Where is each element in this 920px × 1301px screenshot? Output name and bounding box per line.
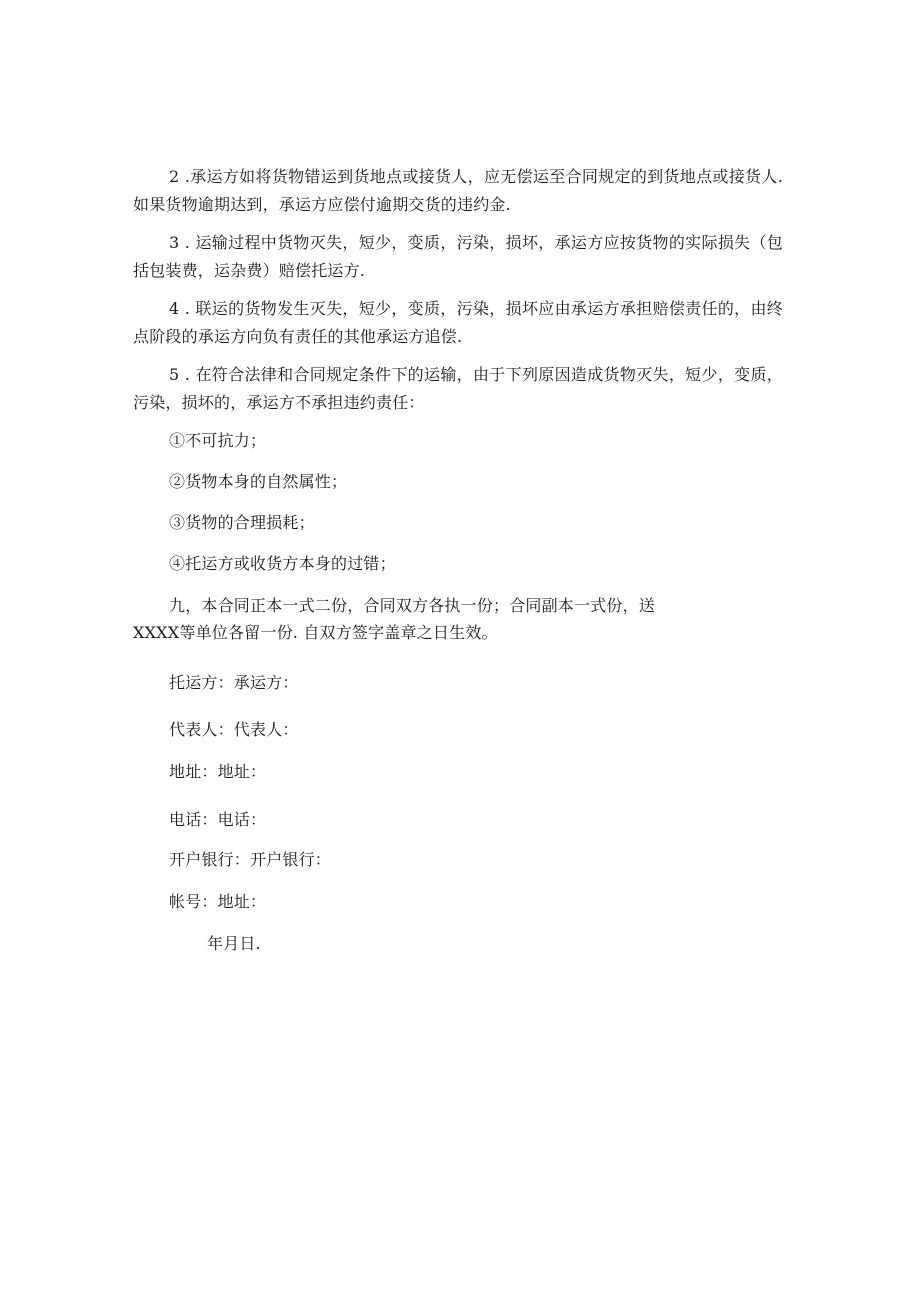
exemption-item-2: ②货物本身的自然属性； — [169, 472, 348, 491]
signature-account: 帐号：地址： — [169, 892, 267, 911]
signature-address: 地址：地址： — [169, 762, 267, 781]
exemption-item-1: ①不可抗力； — [169, 431, 267, 450]
article-nine-line-1: 九，本合同正本一式二份，合同双方各执一份；合同副本一式份，送 — [169, 596, 656, 615]
clause-4: 4 . 联运的货物发生灭失，短少，变质，污染，损坏应由承运方承担赔偿责任的，由终点阶段的承运方向负有责任的其他承运方追偿. — [133, 299, 783, 346]
signature-phone: 电话：电话： — [169, 810, 267, 829]
signature-representative: 代表人：代表人： — [169, 720, 299, 739]
clause-3: 3 . 运输过程中货物灭失，短少，变质，污染，损坏，承运方应按货物的实际损失（包括包装费，运杂费）赔偿托运方. — [133, 233, 783, 280]
exemption-item-4: ④托运方或收货方本身的过错； — [169, 554, 396, 573]
exemption-item-3: ③货物的合理损耗； — [169, 513, 315, 532]
signature-shipper-carrier: 托运方：承运方： — [169, 673, 299, 692]
clause-2: 2 .承运方如将货物错运到货地点或接货人，应无偿运至合同规定的到货地点或接货人. 如果货物逾期达到，承运方应偿付逾期交货的违约金. — [133, 167, 783, 214]
signature-bank: 开户银行：开户银行： — [169, 850, 332, 869]
date-line: 年月日. — [207, 934, 261, 953]
clause-5: 5 . 在符合法律和合同规定条件下的运输，由于下列原因造成货物灭失，短少，变质，污染，损坏的，承运方不承担违约责任： — [133, 365, 783, 412]
article-nine-line-2: XXXX等单位各留一份. 自双方签字盖章之日生效。 — [133, 623, 498, 642]
